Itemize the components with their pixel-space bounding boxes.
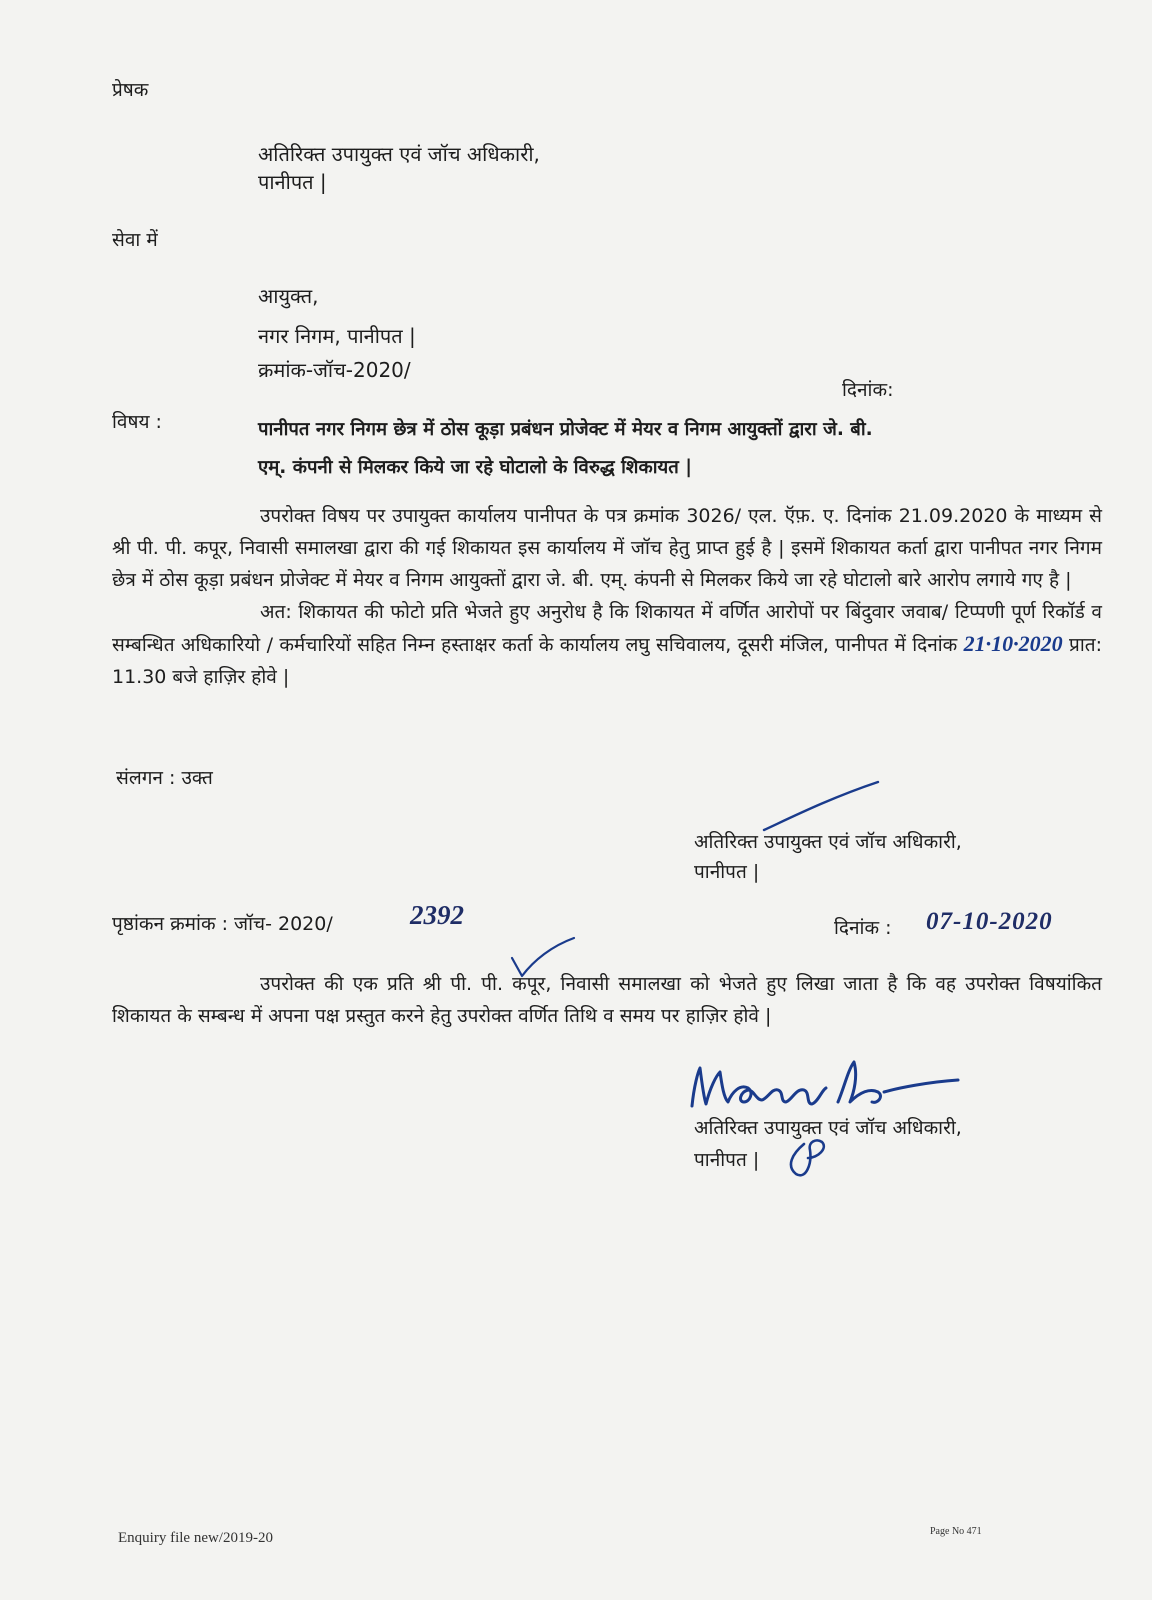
body-paragraph-2-time: प्रात: 11.30 बजे हाज़िर होवे |: [112, 634, 1102, 688]
sender-label: प्रेषक: [112, 79, 149, 101]
signature2-city: पानीपत |: [694, 1149, 760, 1171]
subject-line1: पानीपत नगर निगम छेत्र में ठोस कूड़ा प्रबंधन प्रोजेक्ट में मेयर व निगम आयुक्तों द्वारा जे. बी.: [258, 419, 873, 440]
enclosure-note: संलगन : उक्त: [116, 767, 213, 789]
subject-label: विषय :: [112, 411, 162, 433]
handwritten-hearing-date: 21·10·2020: [963, 631, 1063, 656]
recipient-ref: क्रमांक-जॉच-2020/: [258, 358, 411, 382]
sender-city: पानीपत |: [258, 170, 327, 194]
recipient-line1: आयुक्त,: [258, 284, 319, 308]
date-label: दिनांक:: [842, 379, 894, 401]
endorsement-text: उपरोक्त की एक प्रति श्री पी. पी. कपूर, निवासी समालखा को भेजते हुए लिखा जाता है कि वह उपरोक्त विषयांकित शिकायत के सम्बन्ध में अपना पक्ष प्रस्तुत करने हेतु उपरोक्त वर्णित तिथि व समय पर हाज़िर होवे |: [112, 973, 1102, 1027]
footer-page-number: Page No 471: [930, 1526, 982, 1537]
subject-line2: एम्. कंपनी से मिलकर किये जा रहे घोटालो के विरुद्ध शिकायत |: [258, 457, 692, 478]
body-paragraphs: [112, 500, 1102, 693]
recipient-line2: नगर निगम, पानीपत |: [258, 324, 416, 348]
recipient-label: सेवा में: [112, 229, 158, 251]
body-paragraph-2: [112, 596, 1102, 693]
body-paragraph-1: उपरोक्त विषय पर उपायुक्त कार्यालय पानीपत के पत्र क्रमांक 3026/ एल. ऍफ़. ए. दिनांक 21.09.2020 के माध्यम से श्री पी. पी. कपूर, निवासी समालखा द्वारा की गई शिकायत इस कार्यालय में जॉच हेतु प्राप्त हुई है | इसमें शिकायत कर्ता द्वारा पानीपत नगर निगम छेत्र में ठोस कूड़ा प्रबंधन प्रोजेक्ट में मेयर व निगम आयुक्तों द्वारा जे. बी. एम्. कंपनी से मिलकर किये जा रहे घोटालो बारे आरोप लगाये गए है |: [112, 505, 1102, 591]
signature1-title: अतिरिक्त उपायुक्त एवं जॉच अधिकारी,: [694, 831, 962, 853]
sender-title: अतिरिक्त उपायुक्त एवं जॉच अधिकारी,: [258, 142, 540, 166]
signature1-city: पानीपत |: [694, 861, 760, 883]
footer-file-ref: Enquiry file new/2019-20: [118, 1530, 273, 1546]
body-paragraph-2-text: अत: शिकायत की फोटो प्रति भेजते हुए अनुरोध है कि शिकायत में वर्णित आरोपों पर बिंदुवार जवाब/ टिप्पणी पूर्ण रिकॉर्ड व सम्बन्धित अधिकारियो / कर्मचारियों सहित निम्न हस्ताक्षर कर्ता के कार्यालय लघु सचिवालय, दूसरी मंजिल, पानीपत में दिनांक: [112, 601, 1102, 656]
endorsement-date-label: दिनांक :: [834, 917, 892, 939]
signature2-title: अतिरिक्त उपायुक्त एवं जॉच अधिकारी,: [694, 1117, 962, 1139]
handwritten-endorsement-number: 2392: [410, 900, 464, 930]
endorsement-paragraph: [112, 968, 1102, 1032]
endorsement-label: पृष्ठांकन क्रमांक : जॉच- 2020/: [112, 913, 333, 935]
handwritten-endorsement-date: 07-10-2020: [926, 908, 1053, 935]
